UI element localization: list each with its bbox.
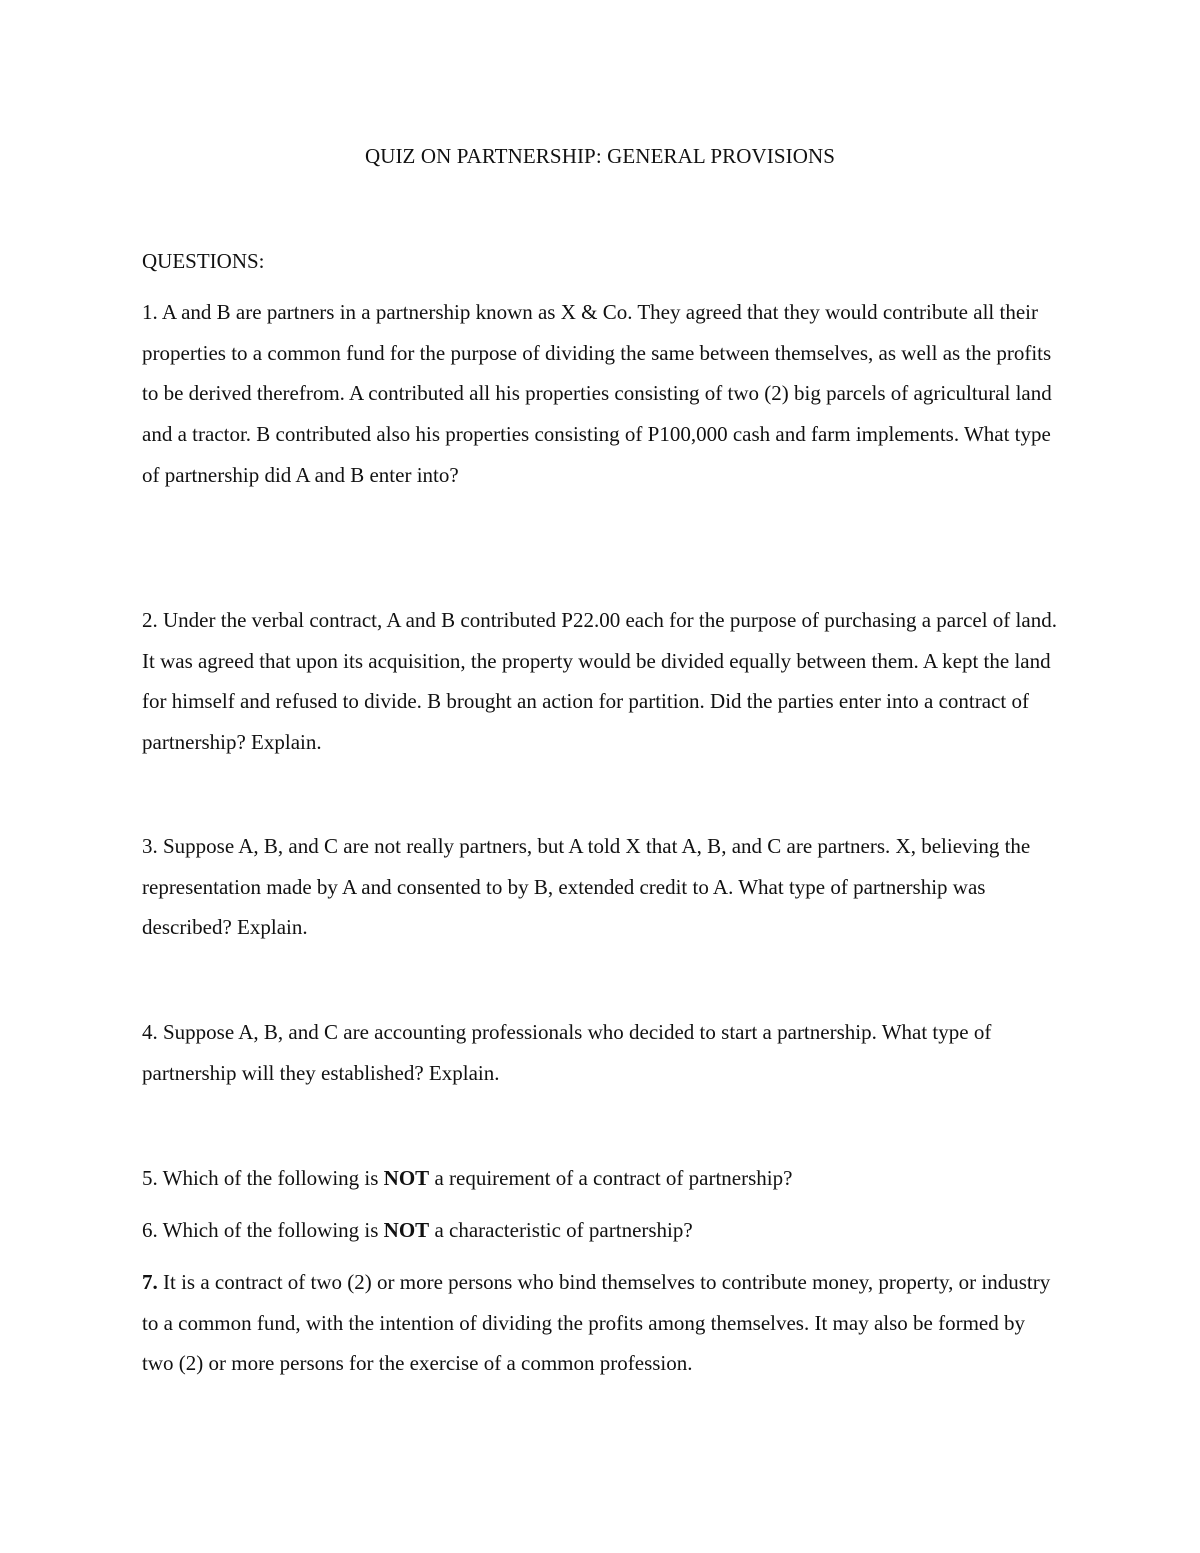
question-number: 3.	[142, 834, 158, 858]
question-number: 2.	[142, 608, 158, 632]
question-number: 4.	[142, 1020, 158, 1044]
question-text-before: Which of the following is	[162, 1166, 384, 1190]
question-3	[142, 826, 1060, 948]
question-number: 7.	[142, 1270, 158, 1294]
question-text-after: a requirement of a contract of partnership?	[429, 1166, 793, 1190]
question-4	[142, 1012, 1060, 1093]
question-text: Suppose A, B, and C are not really partners, but A told X that A, B, and C are partners. X, believing the representation made by A and consented to by B, extended credit to A. What type of partnership was described? Explain.	[142, 834, 1031, 940]
question-text: It is a contract of two (2) or more persons who bind themselves to contribute money, property, or industry to a common fund, with the intention of dividing the profits among themselves. It may also be formed by two (2) or more persons for the exercise of a common profession.	[142, 1270, 1051, 1376]
questions-heading: QUESTIONS:	[142, 249, 265, 273]
question-text-after: a characteristic of partnership?	[429, 1218, 693, 1242]
question-5	[142, 1158, 1060, 1199]
question-text: A and B are partners in a partnership known as X & Co. They agreed that they would contribute all their properties to a common fund for the purpose of dividing the same between themselves, as well as the profits to be derived therefrom. A contributed all his properties consisting of two (2) big parcels of agricultural land and a tractor. B contributed also his properties consisting of P100,000 cash and farm implements. What type of partnership did A and B enter into?	[142, 300, 1052, 487]
question-text: Under the verbal contract, A and B contributed P22.00 each for the purpose of purchasing a parcel of land. It was agreed that upon its acquisition, the property would be divided equally between them. A kept the land for himself and refused to divide. B brought an action for partition. Did the parties enter into a contract of partnership? Explain.	[142, 608, 1057, 755]
question-number: 5.	[142, 1166, 158, 1190]
document-title: QUIZ ON PARTNERSHIP: GENERAL PROVISIONS	[364, 144, 836, 168]
question-number: 6.	[142, 1218, 158, 1242]
question-emphasis: NOT	[383, 1166, 430, 1190]
question-7	[142, 1262, 1060, 1384]
question-text: Suppose A, B, and C are accounting professionals who decided to start a partnership. What type of partnership will they established? Explain.	[142, 1020, 992, 1085]
question-text-before: Which of the following is	[162, 1218, 384, 1242]
question-2	[142, 600, 1060, 763]
question-emphasis: NOT	[383, 1218, 430, 1242]
question-6	[142, 1210, 1060, 1251]
question-number: 1.	[142, 300, 158, 324]
question-1	[142, 292, 1060, 496]
